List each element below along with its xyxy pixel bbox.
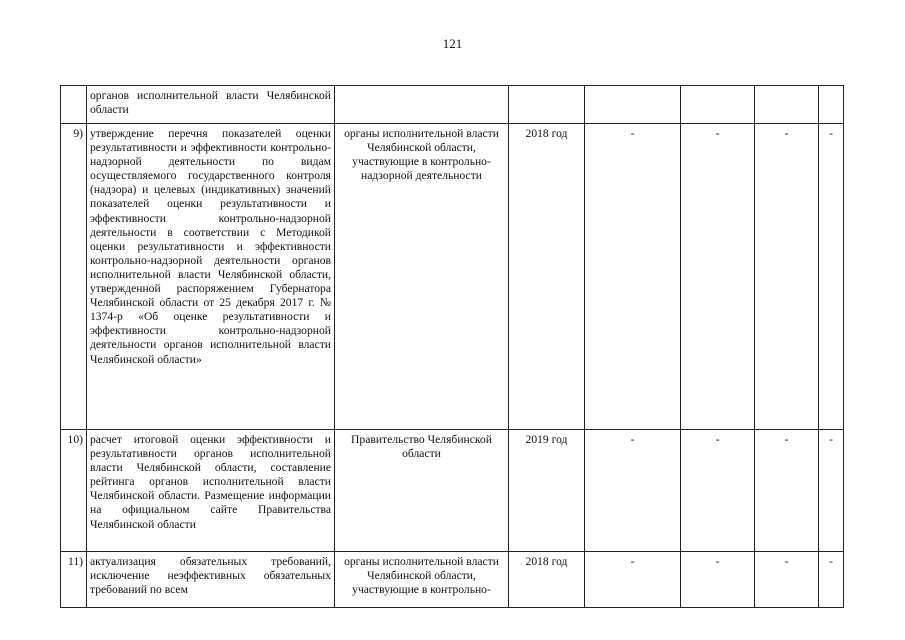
table-row	[61, 86, 844, 124]
table-row	[61, 124, 844, 430]
row-term	[509, 86, 585, 124]
row-description: актуализация обязательных требований, исключение неэффективных обязательных требований по всем	[87, 552, 335, 608]
row-cell	[819, 86, 844, 124]
row-term: 2018 год	[509, 124, 585, 430]
row-term: 2019 год	[509, 430, 585, 552]
row-cell: -	[681, 430, 755, 552]
row-cell	[681, 86, 755, 124]
row-executor	[335, 86, 509, 124]
row-number: 11)	[61, 552, 87, 608]
row-number: 10)	[61, 430, 87, 552]
row-cell: -	[755, 430, 819, 552]
row-cell: -	[819, 124, 844, 430]
row-cell: -	[585, 552, 681, 608]
row-cell: -	[681, 124, 755, 430]
row-number	[61, 86, 87, 124]
row-cell	[585, 86, 681, 124]
row-cell: -	[819, 552, 844, 608]
row-cell	[755, 86, 819, 124]
row-number: 9)	[61, 124, 87, 430]
row-term: 2018 год	[509, 552, 585, 608]
row-executor: органы исполнительной власти Челябинской области, участвующие в контрольно-надзорной деятельности	[335, 124, 509, 430]
page-number: 121	[442, 36, 463, 51]
row-cell: -	[681, 552, 755, 608]
document-table	[60, 85, 844, 608]
table-row	[61, 552, 844, 608]
table-row	[61, 430, 844, 552]
row-executor: Правительство Челябинской области	[335, 430, 509, 552]
row-description: расчет итоговой оценки эффективности и результативности органов исполнительной власти Челябинской области, составление рейтинга органов исполнительной власти Челябинской области. Размещение информации на официальном сайте Правительства Челябинской области	[87, 430, 335, 552]
row-cell: -	[755, 124, 819, 430]
row-cell: -	[755, 552, 819, 608]
row-description: утверждение перечня показателей оценки результативности и эффективности контрольно-надзорной деятельности по видам осуществляемого государственного контроля (надзора) и целевых (индикативных) значений показателей оценки результативности и эффективности контрольно-надзорной деятельности в соответствии с Методикой оценки результативности и эффективности контрольно-надзорной деятельности органов исполнительной власти Челябинской области, утвержденной распоряжением Губернатора Челябинской области от 25 декабря 2017 г. № 1374-р «Об оценке результативности и эффективности контрольно-надзорной деятельности органов исполнительной власти Челябинской области»	[87, 124, 335, 430]
row-cell: -	[585, 430, 681, 552]
row-cell: -	[585, 124, 681, 430]
row-description: органов исполнительной власти Челябинской области	[87, 86, 335, 124]
row-cell: -	[819, 430, 844, 552]
row-executor: органы исполнительной власти Челябинской области, участвующие в контрольно-	[335, 552, 509, 608]
